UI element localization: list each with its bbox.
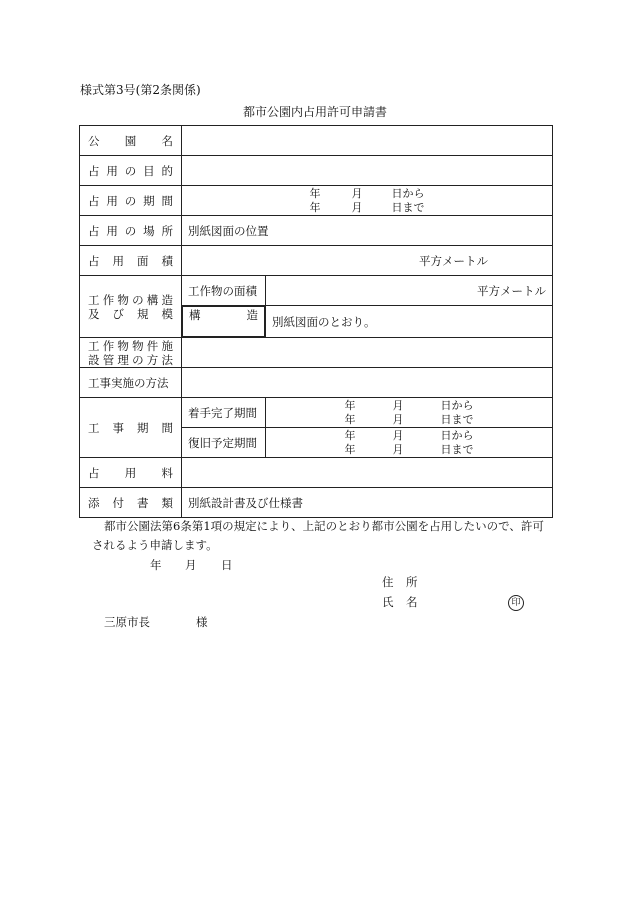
declaration-line-1: 都市公園法第6条第1項の規定により、上記のとおり都市公園を占用したいので、許可 bbox=[104, 519, 544, 533]
row-park-name bbox=[80, 126, 553, 156]
label-construction-method: 工事実施の方法 bbox=[80, 368, 182, 398]
label-restoration-period: 復旧予定期間 bbox=[182, 428, 266, 458]
name-label-2: 名 bbox=[406, 595, 418, 609]
row-area bbox=[80, 246, 553, 276]
field-period[interactable]: 年 月 日から 年 月 日まで bbox=[182, 186, 553, 216]
date-year[interactable]: 年 bbox=[150, 558, 162, 572]
field-park-name[interactable] bbox=[182, 126, 553, 156]
label-park-name: 公 園 名 bbox=[80, 126, 182, 156]
label-start-finish-period: 着手完了期間 bbox=[182, 398, 266, 428]
label-fee: 占 用 料 bbox=[80, 458, 182, 488]
field-location[interactable]: 別紙図面の位置 bbox=[182, 216, 553, 246]
seal-mark-icon: 印 bbox=[508, 595, 524, 611]
label-location: 占 用 の 場 所 bbox=[80, 216, 182, 246]
field-restoration-period[interactable]: 年 月 日から 年 月 日まで bbox=[266, 428, 553, 458]
label-structure-type: 構 造 bbox=[182, 306, 265, 337]
row-attachments bbox=[80, 488, 553, 518]
row-purpose bbox=[80, 156, 553, 186]
row-fee bbox=[80, 458, 553, 488]
field-area[interactable] bbox=[182, 246, 553, 276]
row-management bbox=[80, 338, 553, 368]
label-area: 占 用 面 積 bbox=[80, 246, 182, 276]
page-title: 都市公園内占用許可申請書 bbox=[242, 105, 387, 119]
application-table bbox=[79, 125, 553, 518]
address-label-1: 住 bbox=[382, 575, 394, 589]
label-construction-period: 工 事 期 間 bbox=[80, 398, 182, 458]
structure-area-unit: 平方メートル bbox=[477, 283, 546, 298]
field-start-finish-period[interactable]: 年 月 日から 年 月 日まで bbox=[266, 398, 553, 428]
field-purpose[interactable] bbox=[182, 156, 553, 186]
row-construction-method bbox=[80, 368, 553, 398]
row-construction-period-1 bbox=[80, 398, 553, 428]
label-management: 工 作 物 物 件 施 設 管 理 の 方 法 bbox=[80, 338, 182, 368]
form-number: 様式第3号(第2条関係) bbox=[80, 83, 201, 97]
name-label-1: 氏 bbox=[382, 595, 394, 609]
field-attachments[interactable]: 別紙設計書及び仕様書 bbox=[182, 488, 553, 518]
field-management[interactable] bbox=[182, 338, 553, 368]
date-day[interactable]: 日 bbox=[221, 558, 233, 572]
label-structure-area: 工作物の面積 bbox=[182, 276, 266, 306]
area-unit: 平方メートル bbox=[419, 253, 488, 268]
label-period: 占 用 の 期 間 bbox=[80, 186, 182, 216]
row-structure-area bbox=[80, 276, 553, 306]
row-period bbox=[80, 186, 553, 216]
label-purpose: 占 用 の 目 的 bbox=[80, 156, 182, 186]
label-attachments: 添 付 書 類 bbox=[80, 488, 182, 518]
label-structure: 工 作 物 の 構 造 及 び 規 模 bbox=[80, 276, 182, 338]
address-label-2: 所 bbox=[406, 575, 418, 589]
date-month[interactable]: 月 bbox=[185, 558, 197, 572]
declaration-line-2: されるよう申請します。 bbox=[92, 538, 218, 552]
field-structure-area[interactable] bbox=[266, 276, 553, 306]
row-location bbox=[80, 216, 553, 246]
field-structure-type[interactable]: 別紙図面のとおり。 bbox=[266, 306, 553, 338]
addressee-name: 三原市長 bbox=[104, 615, 150, 629]
field-construction-method[interactable] bbox=[182, 368, 553, 398]
addressee-honorific: 様 bbox=[196, 615, 208, 629]
field-fee[interactable] bbox=[182, 458, 553, 488]
